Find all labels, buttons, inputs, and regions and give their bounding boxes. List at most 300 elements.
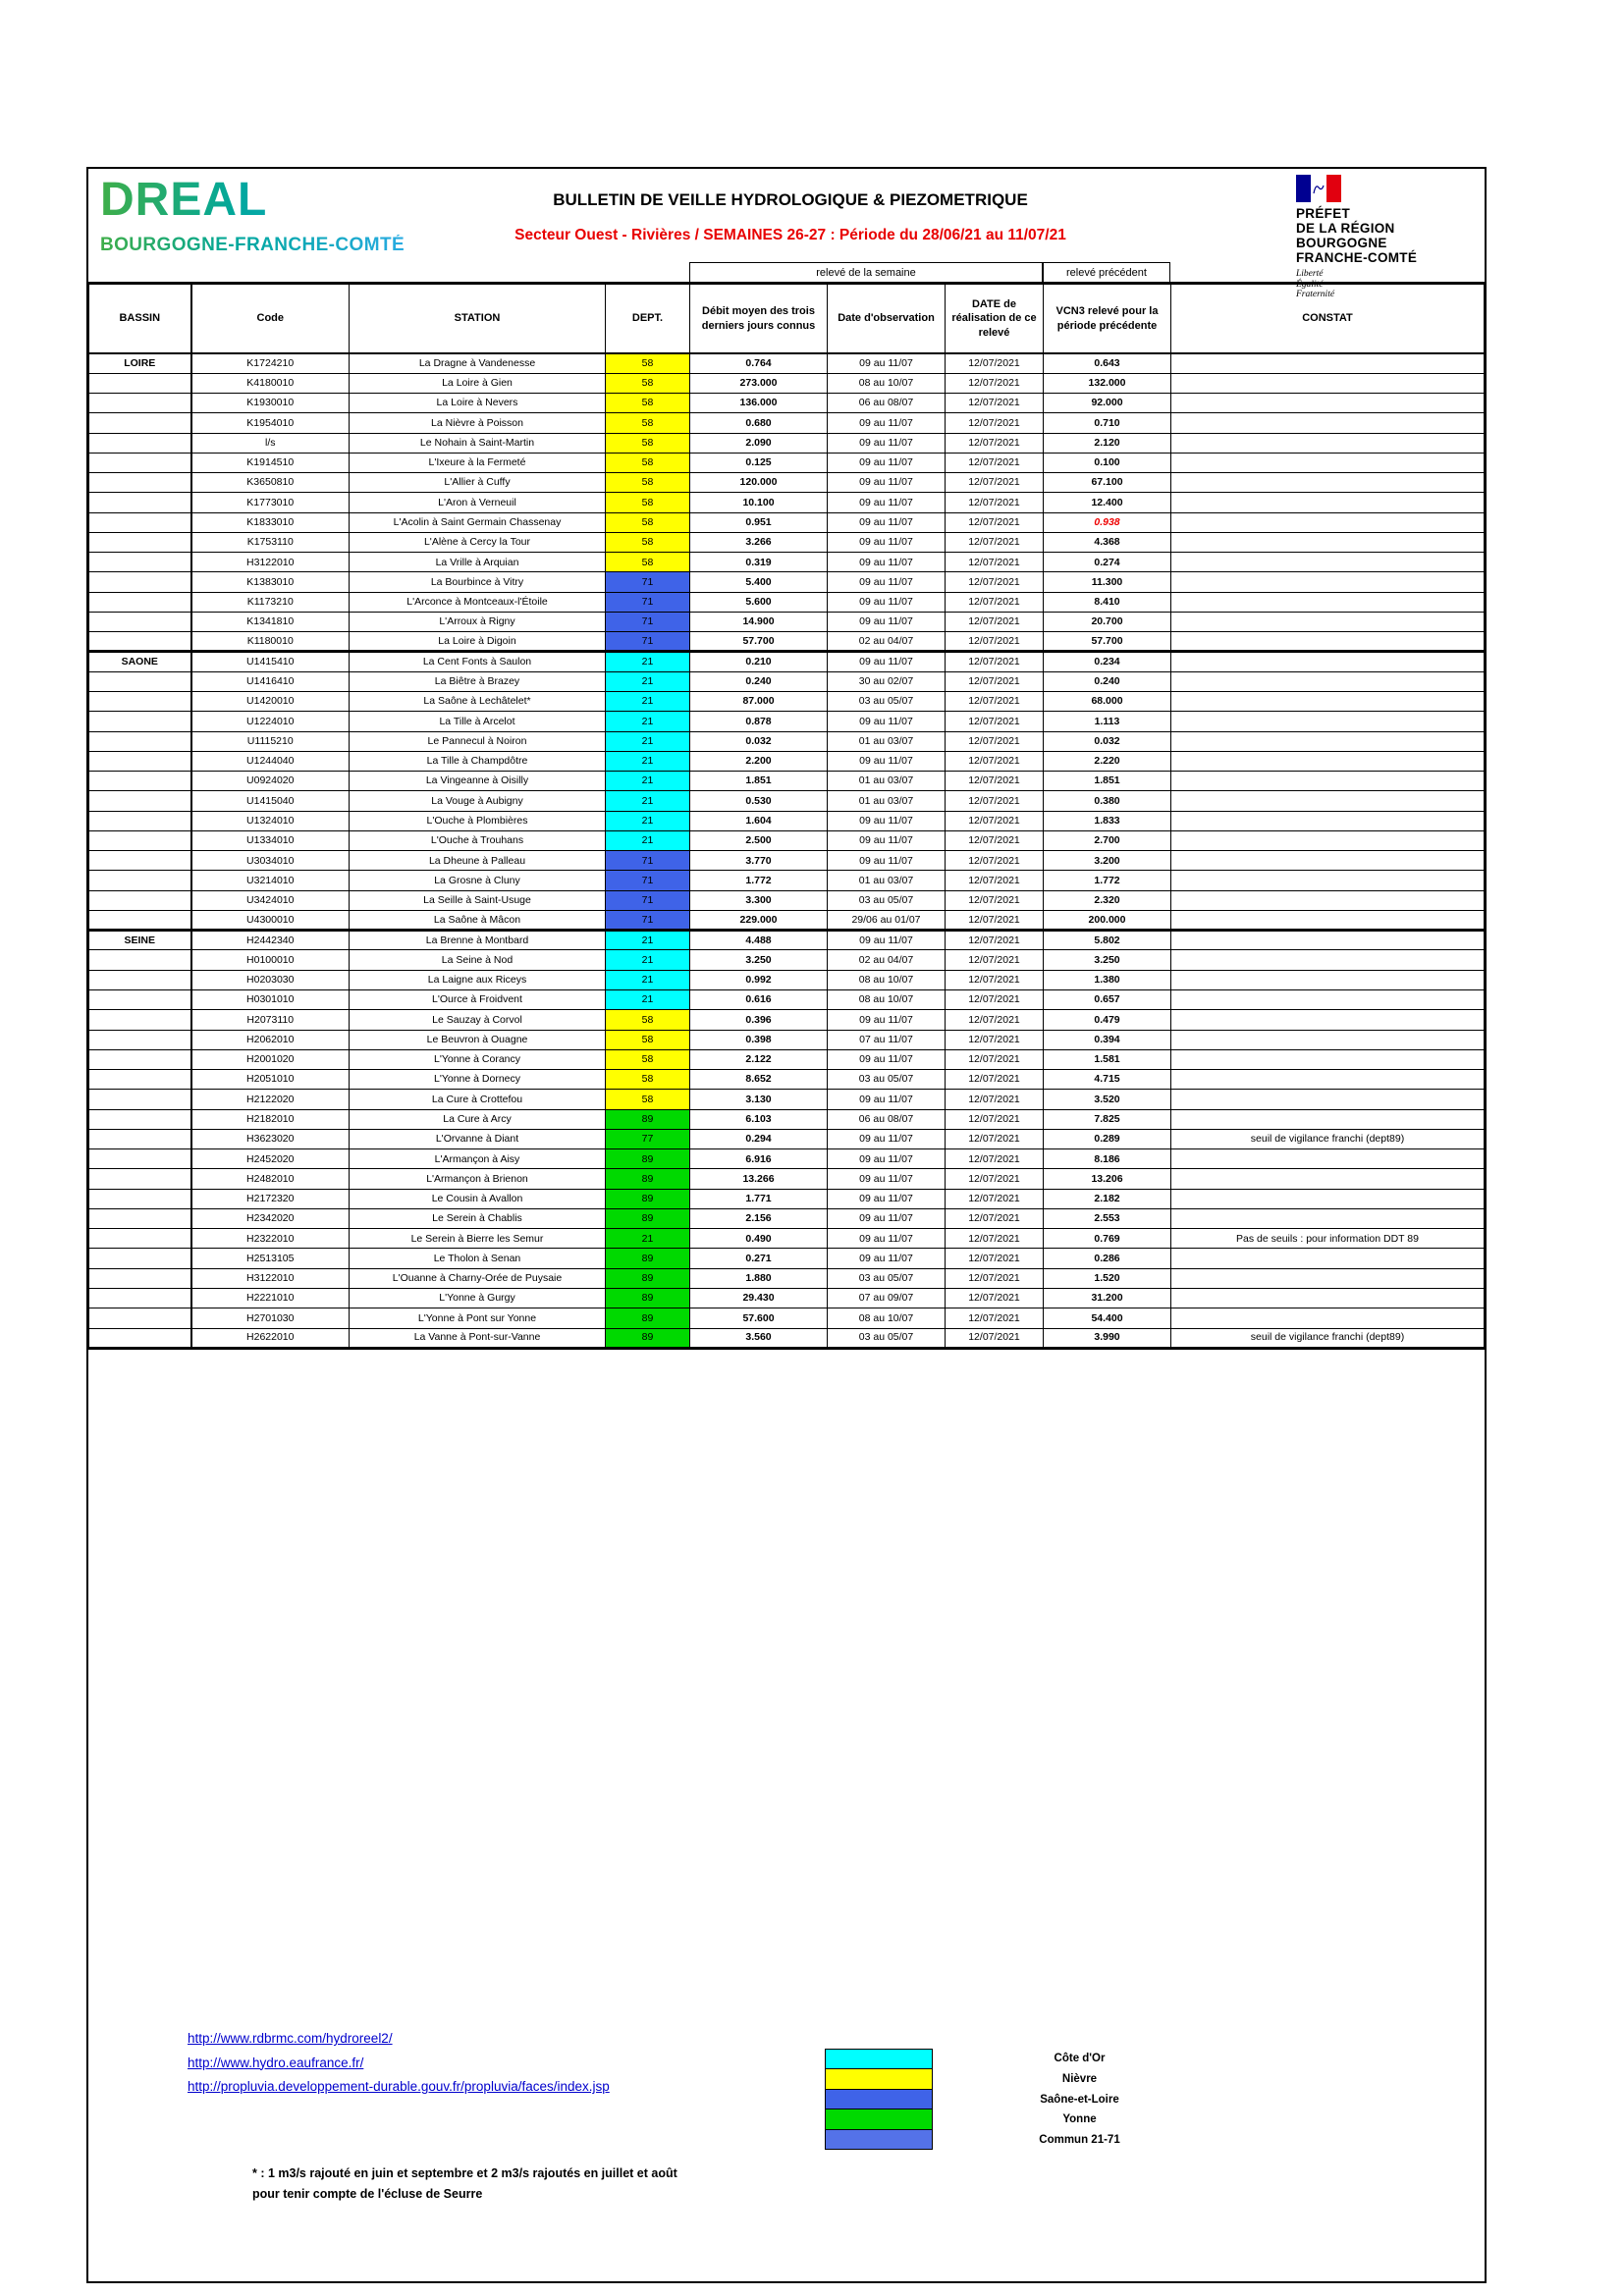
bassin-cell <box>89 671 191 691</box>
releve-date-cell: 12/07/2021 <box>946 1090 1044 1109</box>
table-row <box>89 532 1485 552</box>
table-row <box>89 1049 1485 1069</box>
code-cell: K1180010 <box>191 632 350 652</box>
station-cell: La Biêtre à Brazey <box>350 671 606 691</box>
debit-cell: 273.000 <box>690 373 828 393</box>
page-title: BULLETIN DE VEILLE HYDROLOGIQUE & PIEZOMETRIQUE <box>553 190 1028 209</box>
bassin-cell <box>89 553 191 572</box>
column-header-constat: CONSTAT <box>1171 284 1485 354</box>
debit-cell: 0.680 <box>690 413 828 433</box>
code-cell: U1334010 <box>191 830 350 850</box>
obs-date-cell: 01 au 03/07 <box>828 791 946 811</box>
code-cell: U1416410 <box>191 671 350 691</box>
releve-date-cell: 12/07/2021 <box>946 731 1044 751</box>
obs-date-cell: 09 au 11/07 <box>828 1149 946 1169</box>
legend-swatch-blue <box>826 2090 932 2109</box>
constat-cell: Pas de seuils : pour information DDT 89 <box>1171 1229 1485 1249</box>
code-cell: H2452020 <box>191 1149 350 1169</box>
releve-date-cell: 12/07/2021 <box>946 532 1044 552</box>
releve-date-cell: 12/07/2021 <box>946 1109 1044 1129</box>
band-releve-semaine: relevé de la semaine <box>689 262 1043 282</box>
vcn3-cell: 0.274 <box>1044 553 1171 572</box>
station-cell: La Dragne à Vandenesse <box>350 353 606 373</box>
code-cell: H2322010 <box>191 1229 350 1249</box>
station-cell: La Vouge à Aubigny <box>350 791 606 811</box>
code-cell: K1173210 <box>191 592 350 612</box>
obs-date-cell: 07 au 11/07 <box>828 1030 946 1049</box>
table-row <box>89 1090 1485 1109</box>
releve-date-cell: 12/07/2021 <box>946 572 1044 592</box>
releve-date-cell: 12/07/2021 <box>946 950 1044 970</box>
bassin-cell <box>89 910 191 930</box>
station-cell: La Seine à Nod <box>350 950 606 970</box>
constat-cell <box>1171 1189 1485 1208</box>
code-cell: H2062010 <box>191 1030 350 1049</box>
dept-cell: 58 <box>606 493 690 512</box>
table-row <box>89 1288 1485 1308</box>
debit-cell: 5.600 <box>690 592 828 612</box>
bassin-cell <box>89 1070 191 1090</box>
prefet-line1: PRÉFET <box>1296 206 1351 221</box>
vcn3-cell: 54.400 <box>1044 1308 1171 1328</box>
code-cell: H2172320 <box>191 1189 350 1208</box>
obs-date-cell: 09 au 11/07 <box>828 612 946 631</box>
footnote-line2: pour tenir compte de l'écluse de Seurre <box>252 2187 483 2201</box>
prefet-line3: BOURGOGNE <box>1296 236 1387 250</box>
bassin-cell <box>89 1268 191 1288</box>
obs-date-cell: 09 au 11/07 <box>828 1010 946 1030</box>
bassin-cell <box>89 1010 191 1030</box>
debit-cell: 13.266 <box>690 1169 828 1189</box>
station-cell: La Grosne à Cluny <box>350 871 606 890</box>
code-cell: H2442340 <box>191 931 350 950</box>
debit-cell: 0.490 <box>690 1229 828 1249</box>
vcn3-cell: 12.400 <box>1044 493 1171 512</box>
vcn3-cell: 0.032 <box>1044 731 1171 751</box>
obs-date-cell: 09 au 11/07 <box>828 751 946 771</box>
dept-cell: 71 <box>606 851 690 871</box>
debit-cell: 0.951 <box>690 512 828 532</box>
dept-cell: 58 <box>606 1049 690 1069</box>
dept-cell: 21 <box>606 791 690 811</box>
dept-cell: 89 <box>606 1208 690 1228</box>
vcn3-cell: 1.113 <box>1044 712 1171 731</box>
constat-cell <box>1171 1149 1485 1169</box>
constat-cell <box>1171 1249 1485 1268</box>
station-cell: L'Yonne à Dornecy <box>350 1070 606 1090</box>
debit-cell: 2.500 <box>690 830 828 850</box>
debit-cell: 0.530 <box>690 791 828 811</box>
obs-date-cell: 30 au 02/07 <box>828 671 946 691</box>
table-row <box>89 811 1485 830</box>
constat-cell <box>1171 1030 1485 1049</box>
releve-date-cell: 12/07/2021 <box>946 1169 1044 1189</box>
bassin-cell <box>89 512 191 532</box>
bassin-cell <box>89 890 191 910</box>
code-cell: U3424010 <box>191 890 350 910</box>
constat-cell <box>1171 1010 1485 1030</box>
code-cell: U1420010 <box>191 692 350 712</box>
table-row <box>89 1149 1485 1169</box>
code-cell: U1324010 <box>191 811 350 830</box>
obs-date-cell: 03 au 05/07 <box>828 890 946 910</box>
table-row <box>89 830 1485 850</box>
obs-date-cell: 09 au 11/07 <box>828 1229 946 1249</box>
table-row <box>89 1189 1485 1208</box>
releve-date-cell: 12/07/2021 <box>946 1308 1044 1328</box>
code-cell: H2513105 <box>191 1249 350 1268</box>
vcn3-cell: 68.000 <box>1044 692 1171 712</box>
vcn3-cell: 0.657 <box>1044 990 1171 1010</box>
code-cell: U0924020 <box>191 772 350 791</box>
dept-cell: 21 <box>606 731 690 751</box>
constat-cell: seuil de vigilance franchi (dept89) <box>1171 1129 1485 1148</box>
table-row <box>89 791 1485 811</box>
code-cell: U4300010 <box>191 910 350 930</box>
code-cell: K3650810 <box>191 473 350 493</box>
obs-date-cell: 09 au 11/07 <box>828 1129 946 1148</box>
constat-cell <box>1171 553 1485 572</box>
table-row <box>89 512 1485 532</box>
dept-color-legend-labels <box>974 2049 1185 2150</box>
constat-cell <box>1171 791 1485 811</box>
table-row <box>89 433 1485 453</box>
obs-date-cell: 09 au 11/07 <box>828 512 946 532</box>
bassin-cell <box>89 1189 191 1208</box>
constat-cell <box>1171 712 1485 731</box>
flag-white-stripe <box>1311 175 1325 202</box>
legend-swatch-green <box>826 2109 932 2129</box>
vcn3-cell: 3.520 <box>1044 1090 1171 1109</box>
releve-date-cell: 12/07/2021 <box>946 1288 1044 1308</box>
obs-date-cell: 09 au 11/07 <box>828 712 946 731</box>
obs-date-cell: 09 au 11/07 <box>828 811 946 830</box>
table-row <box>89 890 1485 910</box>
bassin-cell <box>89 811 191 830</box>
vcn3-cell: 0.289 <box>1044 1129 1171 1148</box>
station-cell: L'Ouanne à Charny-Orée de Puysaie <box>350 1268 606 1288</box>
obs-date-cell: 09 au 11/07 <box>828 931 946 950</box>
table-row <box>89 1249 1485 1268</box>
station-cell: La Vanne à Pont-sur-Vanne <box>350 1328 606 1348</box>
table-row <box>89 632 1485 652</box>
table-row <box>89 1268 1485 1288</box>
footnote-line1: * : 1 m3/s rajouté en juin et septembre et 2 m3/s rajoutés en juillet et août <box>252 2166 677 2180</box>
dept-cell: 58 <box>606 413 690 433</box>
constat-cell <box>1171 612 1485 631</box>
obs-date-cell: 02 au 04/07 <box>828 632 946 652</box>
vcn3-cell: 2.120 <box>1044 433 1171 453</box>
debit-cell: 0.210 <box>690 652 828 671</box>
code-cell: H2122020 <box>191 1090 350 1109</box>
station-cell: L'Allier à Cuffy <box>350 473 606 493</box>
constat-cell <box>1171 671 1485 691</box>
constat-cell <box>1171 532 1485 552</box>
constat-cell <box>1171 871 1485 890</box>
constat-cell <box>1171 1090 1485 1109</box>
constat-cell <box>1171 433 1485 453</box>
table-row <box>89 493 1485 512</box>
station-cell: La Bourbince à Vitry <box>350 572 606 592</box>
constat-cell <box>1171 353 1485 373</box>
vcn3-cell: 0.240 <box>1044 671 1171 691</box>
obs-date-cell: 09 au 11/07 <box>828 1049 946 1069</box>
bassin-cell <box>89 1109 191 1129</box>
releve-date-cell: 12/07/2021 <box>946 1149 1044 1169</box>
vcn3-cell: 1.380 <box>1044 970 1171 989</box>
table-row <box>89 712 1485 731</box>
vcn3-cell: 2.220 <box>1044 751 1171 771</box>
code-cell: l/s <box>191 433 350 453</box>
station-cell: Le Nohain à Saint-Martin <box>350 433 606 453</box>
code-cell: H2051010 <box>191 1070 350 1090</box>
constat-cell <box>1171 731 1485 751</box>
dept-cell: 71 <box>606 890 690 910</box>
debit-cell: 0.271 <box>690 1249 828 1268</box>
column-header-station: STATION <box>350 284 606 354</box>
column-header-bassin: BASSIN <box>89 284 191 354</box>
station-cell: L'Yonne à Corancy <box>350 1049 606 1069</box>
bassin-cell <box>89 830 191 850</box>
bassin-cell <box>89 1328 191 1348</box>
legend-swatch-cyan <box>826 2050 932 2069</box>
table-row <box>89 1169 1485 1189</box>
motto-fraternite: Fraternité <box>1296 290 1335 299</box>
obs-date-cell: 09 au 11/07 <box>828 532 946 552</box>
table-row <box>89 731 1485 751</box>
debit-cell: 57.600 <box>690 1308 828 1328</box>
prefet-line2: DE LA RÉGION <box>1296 221 1395 236</box>
code-cell: H2001020 <box>191 1049 350 1069</box>
constat-cell <box>1171 413 1485 433</box>
table-row <box>89 1328 1485 1348</box>
table-row <box>89 413 1485 433</box>
dept-cell: 21 <box>606 712 690 731</box>
dept-cell: 21 <box>606 1229 690 1249</box>
dept-cell: 21 <box>606 772 690 791</box>
releve-date-cell: 12/07/2021 <box>946 751 1044 771</box>
dept-cell: 71 <box>606 871 690 890</box>
bassin-cell <box>89 453 191 472</box>
station-cell: L'Alène à Cercy la Tour <box>350 532 606 552</box>
debit-cell: 3.770 <box>690 851 828 871</box>
debit-cell: 0.992 <box>690 970 828 989</box>
station-cell: Le Beuvron à Ouagne <box>350 1030 606 1049</box>
releve-date-cell: 12/07/2021 <box>946 1189 1044 1208</box>
column-header-debit: Débit moyen des trois derniers jours connus <box>690 284 828 354</box>
dept-cell: 89 <box>606 1288 690 1308</box>
debit-cell: 2.156 <box>690 1208 828 1228</box>
bassin-cell <box>89 712 191 731</box>
station-cell: L'Orvanne à Diant <box>350 1129 606 1148</box>
debit-cell: 120.000 <box>690 473 828 493</box>
station-cell: Le Cousin à Avallon <box>350 1189 606 1208</box>
table-row <box>89 910 1485 930</box>
dreal-region-text: BOURGOGNE-FRANCHE-COMTÉ <box>100 235 406 255</box>
footer-link[interactable]: http://www.hydro.eaufrance.fr/ <box>188 2055 364 2070</box>
vcn3-cell: 2.182 <box>1044 1189 1171 1208</box>
bassin-cell <box>89 751 191 771</box>
bassin-cell <box>89 413 191 433</box>
station-cell: L'Armançon à Brienon <box>350 1169 606 1189</box>
table-row <box>89 473 1485 493</box>
constat-cell <box>1171 811 1485 830</box>
releve-date-cell: 12/07/2021 <box>946 1249 1044 1268</box>
vcn3-cell: 132.000 <box>1044 373 1171 393</box>
constat-cell <box>1171 473 1485 493</box>
obs-date-cell: 09 au 11/07 <box>828 851 946 871</box>
station-cell: L'Armançon à Aisy <box>350 1149 606 1169</box>
code-cell: H2342020 <box>191 1208 350 1228</box>
dept-cell: 58 <box>606 353 690 373</box>
prefet-name <box>1296 206 1478 265</box>
debit-cell: 1.771 <box>690 1189 828 1208</box>
bassin-cell <box>89 1129 191 1148</box>
obs-date-cell: 07 au 09/07 <box>828 1288 946 1308</box>
debit-cell: 0.032 <box>690 731 828 751</box>
column-header-code: Code <box>191 284 350 354</box>
footer-links <box>188 2027 610 2100</box>
dept-cell: 21 <box>606 811 690 830</box>
vcn3-cell: 3.990 <box>1044 1328 1171 1348</box>
dept-cell: 58 <box>606 453 690 472</box>
releve-date-cell: 12/07/2021 <box>946 433 1044 453</box>
station-cell: La Tille à Arcelot <box>350 712 606 731</box>
obs-date-cell: 09 au 11/07 <box>828 1169 946 1189</box>
code-cell: H2221010 <box>191 1288 350 1308</box>
releve-date-cell: 12/07/2021 <box>946 612 1044 631</box>
releve-date-cell: 12/07/2021 <box>946 671 1044 691</box>
code-cell: H2073110 <box>191 1010 350 1030</box>
station-cell: L'Yonne à Gurgy <box>350 1288 606 1308</box>
vcn3-cell: 20.700 <box>1044 612 1171 631</box>
dept-cell: 71 <box>606 592 690 612</box>
debit-cell: 2.122 <box>690 1049 828 1069</box>
station-cell: L'Arroux à Rigny <box>350 612 606 631</box>
releve-date-cell: 12/07/2021 <box>946 692 1044 712</box>
table-row <box>89 453 1485 472</box>
obs-date-cell: 01 au 03/07 <box>828 871 946 890</box>
station-cell: La Cure à Arcy <box>350 1109 606 1129</box>
footer-link[interactable]: http://propluvia.developpement-durable.gouv.fr/propluvia/faces/index.jsp <box>188 2079 610 2094</box>
table-row <box>89 1208 1485 1228</box>
releve-date-cell: 12/07/2021 <box>946 910 1044 930</box>
vcn3-cell: 2.700 <box>1044 830 1171 850</box>
dept-color-legend <box>825 2049 933 2150</box>
station-cell: Le Tholon à Senan <box>350 1249 606 1268</box>
dept-cell: 89 <box>606 1328 690 1348</box>
station-cell: La Saône à Lechâtelet* <box>350 692 606 712</box>
vcn3-cell: 67.100 <box>1044 473 1171 493</box>
releve-date-cell: 12/07/2021 <box>946 830 1044 850</box>
debit-cell: 0.294 <box>690 1129 828 1148</box>
obs-date-cell: 09 au 11/07 <box>828 592 946 612</box>
vcn3-cell: 0.479 <box>1044 1010 1171 1030</box>
legend-label: Commun 21-71 <box>1039 2134 1120 2147</box>
constat-cell <box>1171 1169 1485 1189</box>
table-row <box>89 970 1485 989</box>
station-cell: L'Yonne à Pont sur Yonne <box>350 1308 606 1328</box>
constat-cell <box>1171 1288 1485 1308</box>
debit-cell: 57.700 <box>690 632 828 652</box>
vcn3-cell: 0.643 <box>1044 353 1171 373</box>
debit-cell: 3.266 <box>690 532 828 552</box>
french-flag-icon <box>1296 175 1341 202</box>
bassin-cell <box>89 473 191 493</box>
code-cell: H2182010 <box>191 1109 350 1129</box>
table-row <box>89 671 1485 691</box>
dept-cell: 58 <box>606 553 690 572</box>
motto-liberte: Liberté <box>1296 269 1324 279</box>
obs-date-cell: 08 au 10/07 <box>828 970 946 989</box>
constat-cell <box>1171 1308 1485 1328</box>
dept-cell: 21 <box>606 652 690 671</box>
debit-cell: 3.300 <box>690 890 828 910</box>
debit-cell: 1.851 <box>690 772 828 791</box>
dept-cell: 89 <box>606 1268 690 1288</box>
constat-cell: seuil de vigilance franchi (dept89) <box>1171 1328 1485 1348</box>
dept-cell: 21 <box>606 931 690 950</box>
vcn3-cell: 92.000 <box>1044 394 1171 413</box>
releve-date-cell: 12/07/2021 <box>946 473 1044 493</box>
obs-date-cell: 09 au 11/07 <box>828 453 946 472</box>
debit-cell: 1.604 <box>690 811 828 830</box>
bassin-cell <box>89 493 191 512</box>
vcn3-cell: 5.802 <box>1044 931 1171 950</box>
bassin-cell <box>89 1049 191 1069</box>
code-cell: H2622010 <box>191 1328 350 1348</box>
constat-cell <box>1171 931 1485 950</box>
dept-cell: 89 <box>606 1109 690 1129</box>
obs-date-cell: 03 au 05/07 <box>828 1328 946 1348</box>
table-row <box>89 990 1485 1010</box>
constat-cell <box>1171 632 1485 652</box>
releve-date-cell: 12/07/2021 <box>946 553 1044 572</box>
obs-date-cell: 08 au 10/07 <box>828 373 946 393</box>
code-cell: K1930010 <box>191 394 350 413</box>
releve-date-cell: 12/07/2021 <box>946 712 1044 731</box>
vcn3-cell: 0.710 <box>1044 413 1171 433</box>
column-header-vcn3: VCN3 relevé pour la période précédente <box>1044 284 1171 354</box>
bassin-cell <box>89 592 191 612</box>
constat-cell <box>1171 572 1485 592</box>
constat-cell <box>1171 950 1485 970</box>
constat-cell <box>1171 493 1485 512</box>
station-cell: La Seille à Saint-Usuge <box>350 890 606 910</box>
footer-link[interactable]: http://www.rdbrmc.com/hydroreel2/ <box>188 2031 393 2046</box>
releve-date-cell: 12/07/2021 <box>946 394 1044 413</box>
dept-cell: 71 <box>606 572 690 592</box>
station-cell: L'Acolin à Saint Germain Chassenay <box>350 512 606 532</box>
vcn3-cell: 31.200 <box>1044 1288 1171 1308</box>
table-row <box>89 1070 1485 1090</box>
code-cell: H3623020 <box>191 1129 350 1148</box>
bassin-cell <box>89 1288 191 1308</box>
releve-date-cell: 12/07/2021 <box>946 871 1044 890</box>
obs-date-cell: 09 au 11/07 <box>828 1189 946 1208</box>
bassin-cell <box>89 433 191 453</box>
vcn3-cell: 1.833 <box>1044 811 1171 830</box>
dept-cell: 58 <box>606 1090 690 1109</box>
bassin-cell <box>89 612 191 631</box>
station-cell: La Cure à Crottefou <box>350 1090 606 1109</box>
bulletin-sheet <box>86 167 1487 2283</box>
releve-date-cell: 12/07/2021 <box>946 353 1044 373</box>
legend-label: Saône-et-Loire <box>1040 2093 1119 2106</box>
dept-cell: 21 <box>606 990 690 1010</box>
code-cell: U3214010 <box>191 871 350 890</box>
debit-cell: 229.000 <box>690 910 828 930</box>
